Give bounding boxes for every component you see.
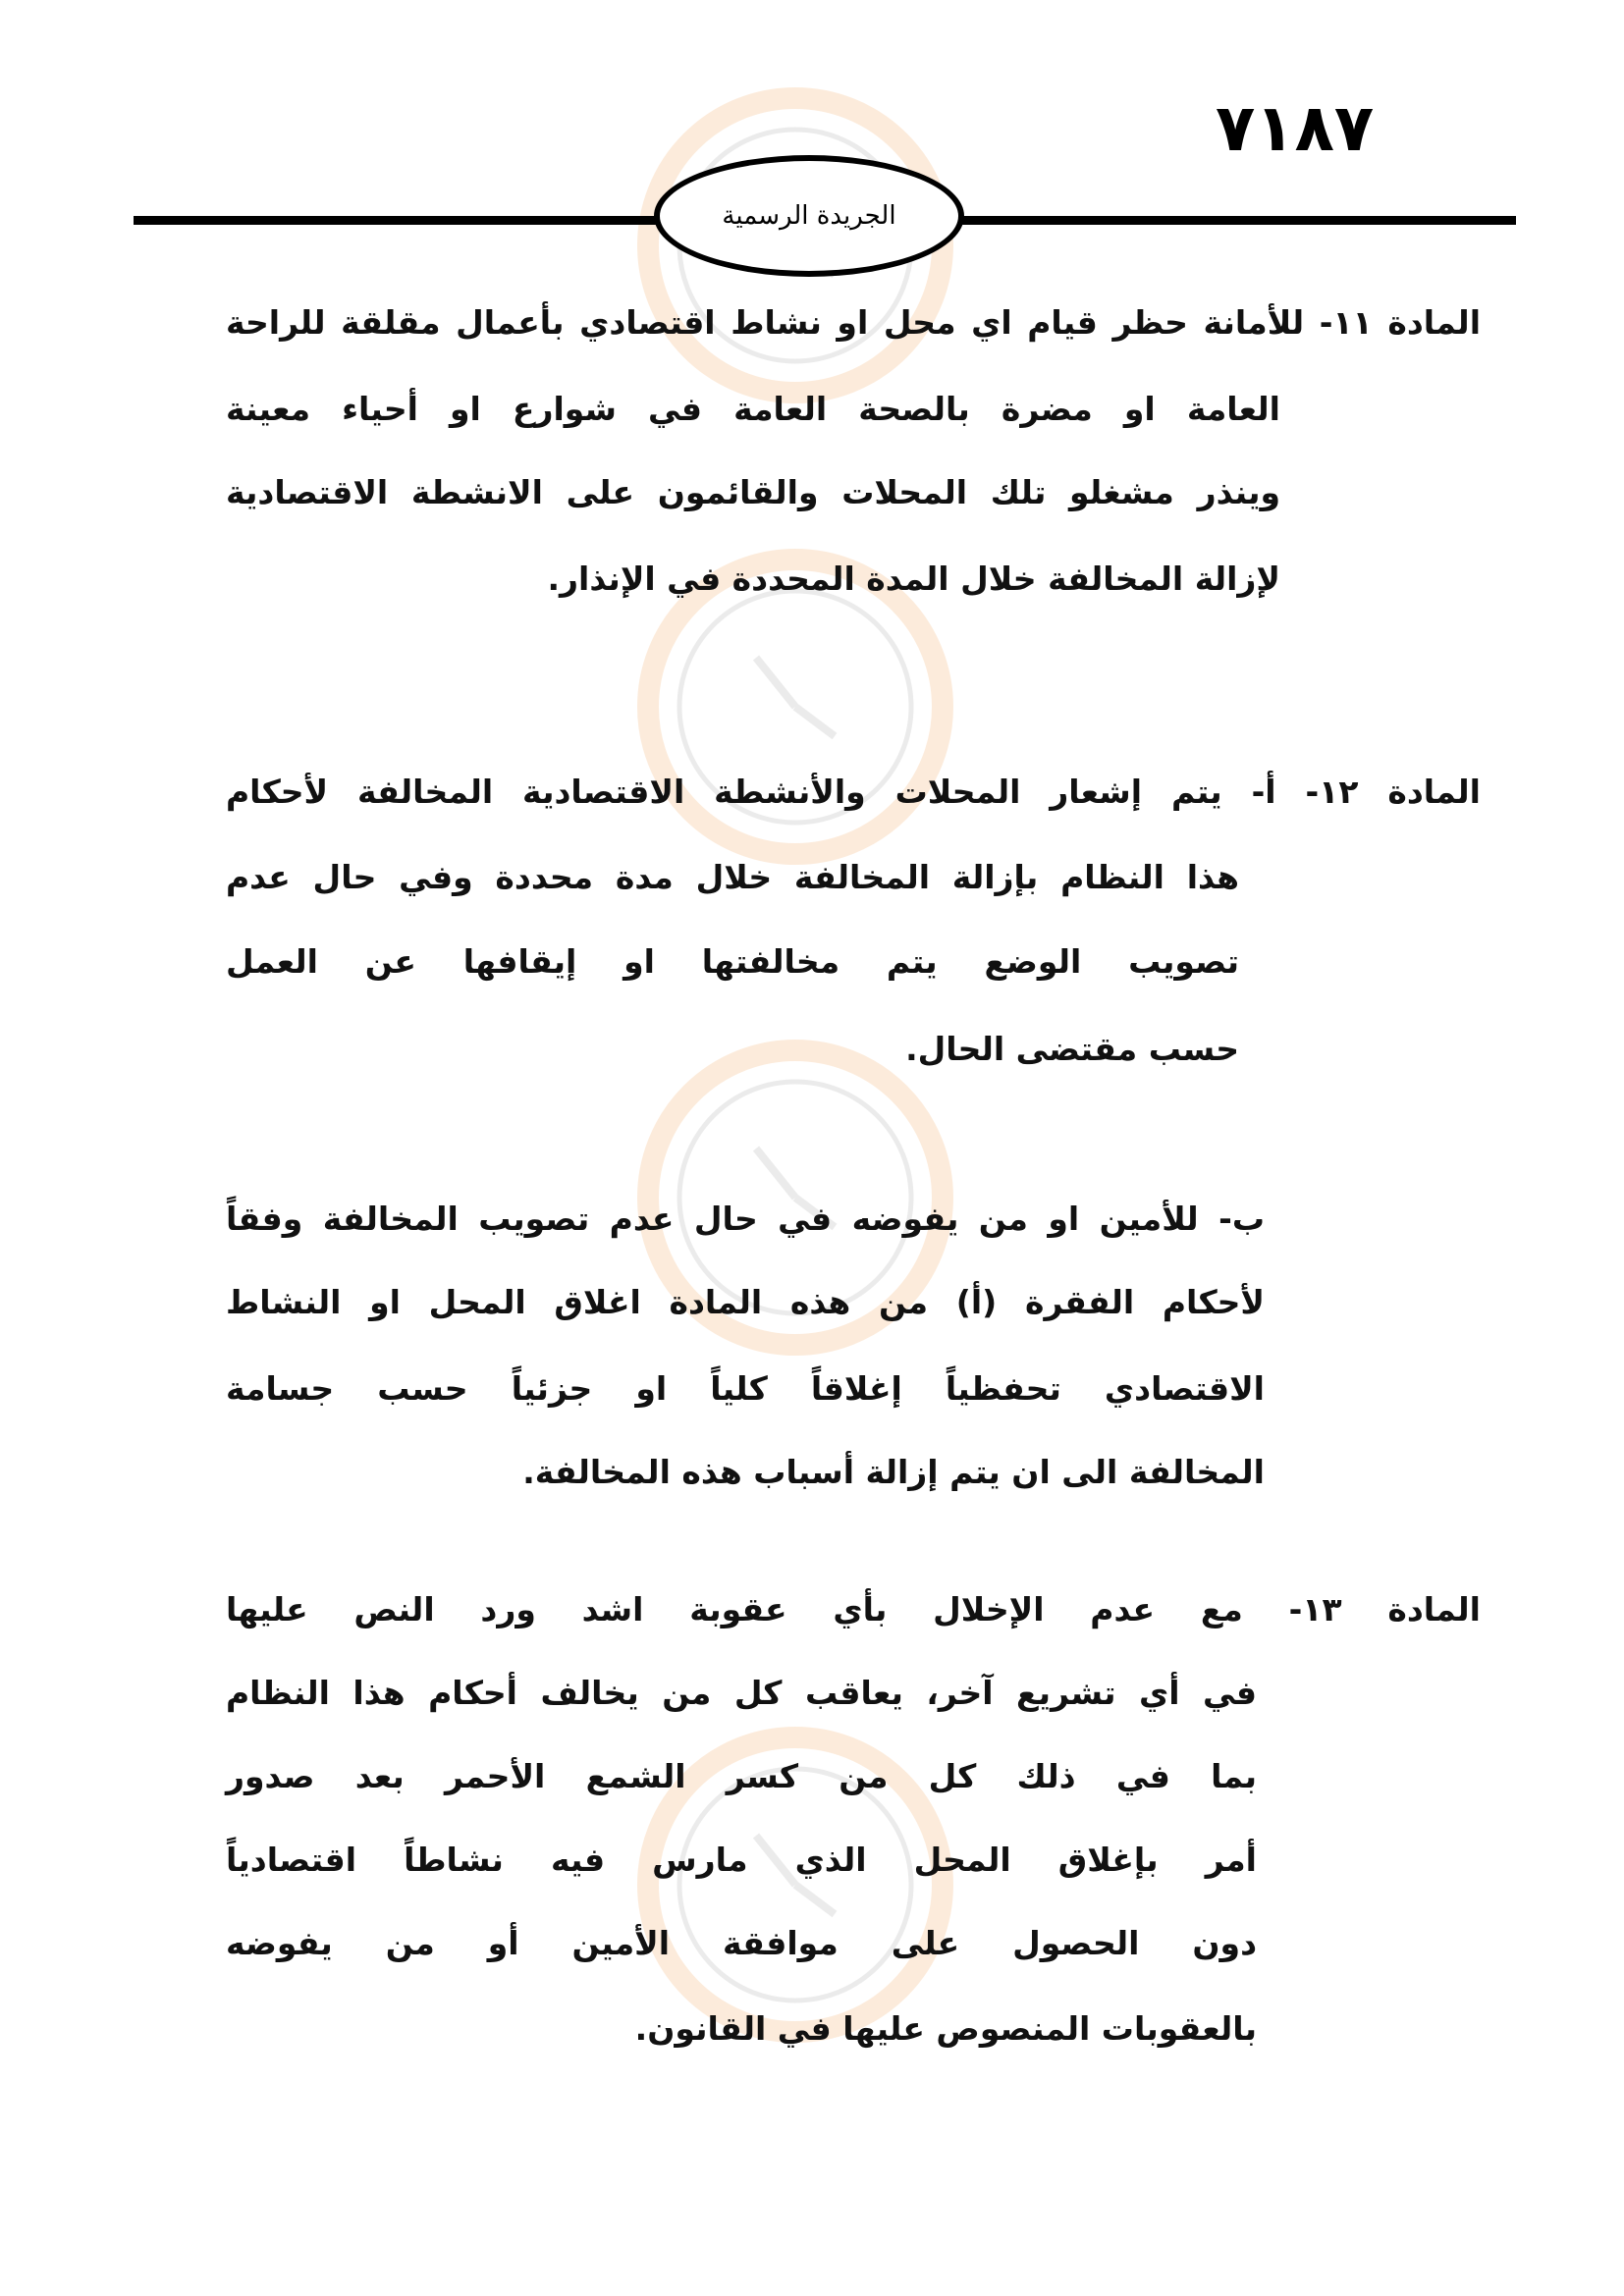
article-12a-line-3: تصويب الوضع يتم مخالفتها او إيقافها عن العمل	[226, 942, 1239, 981]
page-number: ٧١٨٧	[1216, 90, 1375, 166]
article-11-line-4: لإزالة المخالفة خلال المدة المحددة في الإنذار.	[547, 560, 1280, 598]
article-12a-line-4: حسب مقتضى الحال.	[905, 1030, 1239, 1068]
article-13-line-6: بالعقوبات المنصوص عليها في القانون.	[634, 2009, 1257, 2048]
article-11-line-2: العامة او مضرة بالصحة العامة في شوارع او أحياء معينة	[226, 390, 1280, 428]
article-13-line-1: المادة ١٣- مع عدم الإخلال بأي عقوبة اشد ورد النص عليها	[226, 1590, 1481, 1629]
article-13-line-3: بما في ذلك كل من كسر الشمع الأحمر بعد صدور	[226, 1757, 1257, 1795]
article-12a-line-1: المادة ١٢- أ- يتم إشعار المحلات والأنشطة الاقتصادية المخالفة لأحكام	[226, 773, 1481, 811]
header-badge	[654, 155, 964, 277]
article-12b-line-2: لأحكام الفقرة (أ) من هذه المادة اغلاق المحل او النشاط	[226, 1283, 1265, 1321]
article-12b-line-3: الاقتصادي تحفظياً إغلاقاً كلياً او جزئياً حسب جسامة	[226, 1369, 1265, 1408]
article-12b-line-4: المخالفة الى ان يتم إزالة أسباب هذه المخالفة.	[522, 1453, 1265, 1491]
article-13-line-4: أمر بإغلاق المحل الذي مارس فيه نشاطاً اقتصادياً	[226, 1841, 1257, 1879]
header-title: الجريدة الرسمية	[722, 201, 896, 231]
article-13-line-5: دون الحصول على موافقة الأمين أو من يفوضه	[226, 1924, 1257, 1962]
article-12b-line-1: ب- للأمين او من يفوضه في حال عدم تصويب المخالفة وفقاً	[226, 1200, 1265, 1238]
article-12a-line-2: هذا النظام بإزالة المخالفة خلال مدة محددة وفي حال عدم	[226, 858, 1239, 896]
article-11-line-1: المادة ١١- للأمانة حظر قيام اي محل او نشاط اقتصادي بأعمال مقلقة للراحة	[226, 303, 1481, 342]
article-11-line-3: وينذر مشغلو تلك المحلات والقائمون على الانشطة الاقتصادية	[226, 473, 1280, 511]
article-13-line-2: في أي تشريع آخر، يعاقب كل من يخالف أحكام هذا النظام	[226, 1674, 1257, 1712]
